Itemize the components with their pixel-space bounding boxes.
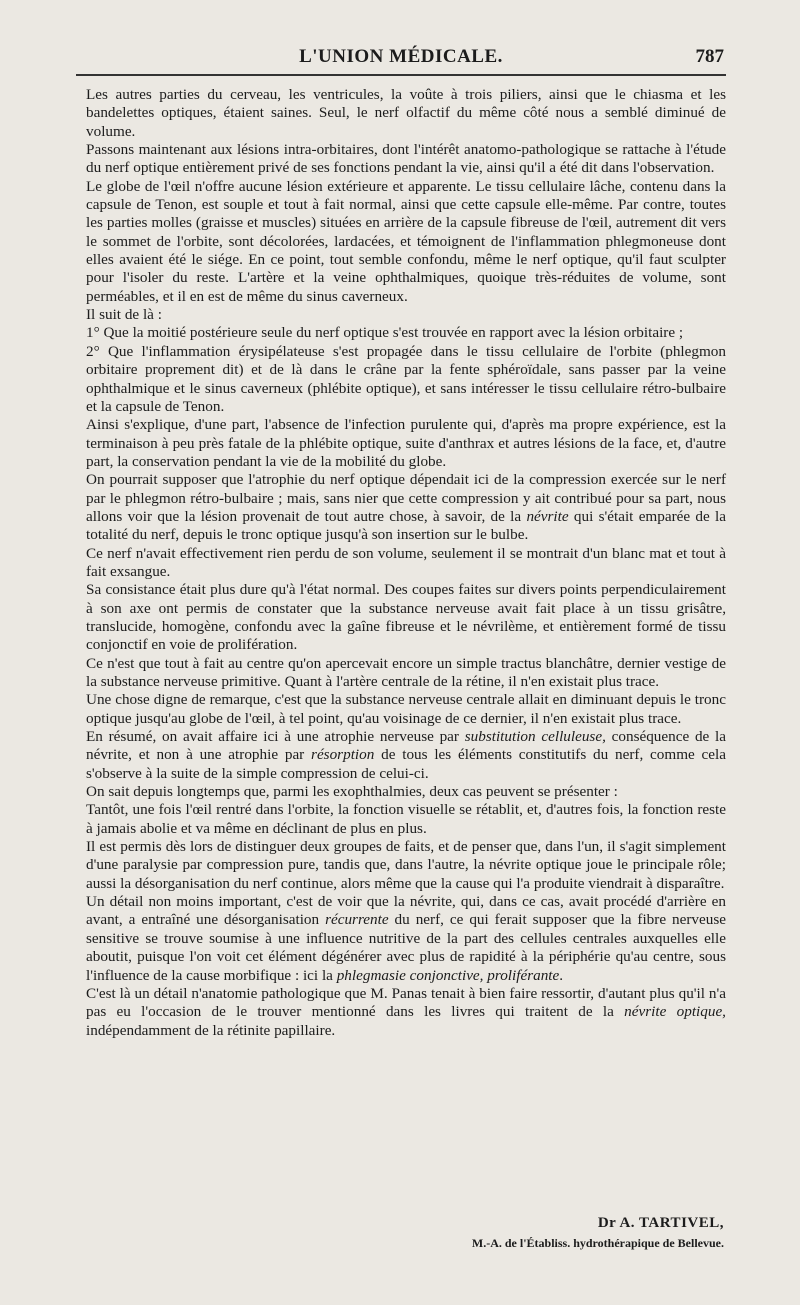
page-header (76, 42, 726, 72)
paragraph-text: . (559, 966, 564, 984)
paragraph-text: On sait depuis longtemps que, parmi les exophthalmies, deux cas peuvent se présenter : (86, 783, 618, 801)
paragraph (86, 324, 726, 342)
italic-term: substitution celluleuse, (464, 728, 606, 746)
paragraph (86, 985, 726, 1040)
paragraph-text: Les autres parties du cerveau, les ventricules, la voûte à trois piliers, ainsi que le chiasma et les bandelettes optiques, étaient saines. Seul, le nerf olfactif du même côté nous a semblé diminué de volume. (86, 86, 726, 140)
italic-term: récurrente (325, 911, 389, 929)
signature (224, 1213, 724, 1253)
italic-term: résorption (311, 746, 375, 764)
paragraph-text: Le globe de l'œil n'offre aucune lésion extérieure et apparente. Le tissu cellulaire lâche, contenu dans la capsule de Tenon, est souple et tout à fait normal, ainsi que cette capsule elle-même. Par contre, toutes les parties molles (graisse et muscles) situées en arrière de la capsule fibreuse de l'œil, autrement dit vers le sommet de l'orbite, sont décolorées, lardacées, et témoignent de l'inflammation phlegmoneuse dont elles avaient été le siége. En ce point, tout semble confondu, même le nerf optique, qu'il faut sculpter pour l'isoler du reste. L'artère et la veine ophthalmiques, quoique très-réduites de volume, sont perméables, et il en est de même du sinus caverneux. (86, 177, 726, 305)
paragraph-text: Ainsi s'explique, d'une part, l'absence de l'infection purulente qui, d'après ma propre expérience, est la terminaison à peu près fatale de la phlébite optique, suite d'anthrax et autres lésions de la face, et, d'autre part, la conservation pendant la vie de la mobilité du globe. (86, 416, 726, 470)
paragraph-text: 2° Que l'inflammation érysipélateuse s'est propagée dans le tissu cellulaire de l'orbite (phlegmon orbitaire proprement dit) et de là dans le crâne par la fente sphéroïdale, sans passer par la veine ophthalmique et le sinus caverneux (phlébite optique), et sans intéresser le tissu cellulaire rétro-bulbaire et la capsule de Tenon. (86, 342, 726, 415)
paragraph-text: Un détail non moins important, c'est de voir que la névrite, qui, dans ce cas, avait procédé d'arrière en avant, a entraîné une désorganisation (86, 893, 726, 929)
paragraph-text: Sa consistance était plus dure qu'à l'état normal. Des coupes faites sur divers points perpendiculairement à son axe ont permis de constater que la substance nerveuse avait fait place à un tissu grisâtre, translucide, homogène, confondu avec la gaîne fibreuse et le névrilème, et entièrement formé de tissu conjonctif en voie de prolifération. (86, 581, 726, 654)
paragraph-text: Il est permis dès lors de distinguer deux groupes de faits, et de penser que, dans l'un, il s'agit simplement d'une paralysie par compression pure, tandis que, dans l'autre, la névrite optique joue le principale rôle; aussi la désorganisation du nerf continue, alors même que la cause qui l'a produite viendrait à disparaître. (86, 838, 726, 892)
paragraph-text: Il suit de là : (86, 306, 162, 324)
paragraph-text: On pourrait supposer que l'atrophie du nerf optique dépendait ici de la compression exercée sur le nerf par le phlegmon rétro-bulbaire ; mais, sans nier que cette compression y ait contribué pour sa part, nous allons voir que la lésion provenait de tout autre chose, à savoir, de la (86, 471, 726, 525)
paragraph-text: 1° Que la moitié postérieure seule du nerf optique s'est trouvée en rapport avec la lésion orbitaire ; (86, 324, 684, 342)
paragraph (86, 306, 726, 324)
paragraph (86, 141, 726, 178)
paragraph-text: du nerf, ce qui ferait supposer que la fibre nerveuse sensitive se trouve soumise à une influence nutritive de la part des cellules centrales auxquelles elle aboutit, puisque l'on voit cet élément dégénérer avec plus de rapidité à la périphérie qu'au centre, sous l'influence de la cause morbifique : ici la (86, 911, 726, 984)
paragraph-text: Ce nerf n'avait effectivement rien perdu de son volume, seulement il se montrait d'un blanc mat et tout à fait exsangue. (86, 544, 726, 580)
paragraph (86, 86, 726, 141)
paragraph (86, 801, 726, 838)
italic-term: névrite optique, (624, 1003, 726, 1021)
paragraph (86, 783, 726, 801)
paragraph-text: indépendamment de la rétinite papillaire. (86, 1021, 336, 1039)
italic-term: phlegmasie conjonctive, proliférante (336, 966, 560, 984)
paragraph-text: conséquence de la névrite, et non à une atrophie par (86, 728, 727, 764)
page-number: 787 (695, 46, 724, 67)
article-body (86, 86, 726, 1040)
paragraph-text: Passons maintenant aux lésions intra-orbitaires, dont l'intérêt anatomo-pathologique se rattache à l'étude du nerf optique entièrement privé de ses fonctions pendant la vie, ainsi qu'il a été dit dans l'observation. (86, 141, 726, 177)
italic-term: névrite (526, 507, 569, 525)
journal-title: L'UNION MÉDICALE. (299, 46, 503, 67)
paragraph (86, 655, 726, 692)
paragraph (86, 893, 726, 985)
paragraph (86, 728, 726, 783)
paragraph-text: Ce n'est que tout à fait au centre qu'on apercevait encore un simple tractus blanchâtre, dernier vestige de la substance nerveuse primitive. Quant à l'artère centrale de la rétine, il n'en existait plus trace. (86, 654, 726, 690)
paragraph (86, 471, 726, 544)
paragraph-text: de tous les éléments constitutifs du nerf, comme cela s'observe à la suite de la simple compression de celui-ci. (86, 746, 726, 782)
paragraph (86, 838, 726, 893)
paragraph-text: C'est là un détail n'anatomie pathologique que M. Panas tenait à bien faire ressortir, d'autant plus qu'il n'a pas eu l'occasion de le trouver mentionné dans les livres qui traitent de la (86, 984, 726, 1021)
paragraph (86, 178, 726, 306)
paragraph-text: En résumé, on avait affaire ici à une atrophie nerveuse par (86, 728, 465, 746)
paragraph (86, 545, 726, 582)
paragraph-text: Tantôt, une fois l'œil rentré dans l'orbite, la fonction visuelle se rétablit, et, d'autres fois, la fonction reste à jamais abolie et va même en déclinant de plus en plus. (86, 801, 726, 837)
paragraph-text: qui s'était emparée de la totalité du nerf, depuis le tronc optique jusqu'à son insertion sur le bulbe. (86, 507, 727, 544)
author-affiliation: M.-A. de l'Établiss. hydrothérapique de Bellevue. (471, 1236, 724, 1250)
paragraph-text: Une chose digne de remarque, c'est que la substance nerveuse centrale allait en diminuant depuis le tronc optique jusqu'au globe de l'œil, à tel point, qu'au voisinage de ce dernier, il n'en existait plus trace. (86, 691, 726, 727)
paragraph (86, 416, 726, 471)
paragraph (86, 581, 726, 654)
paragraph (86, 691, 726, 728)
author-name: Dr A. TARTIVEL, (597, 1215, 724, 1231)
header-rule (76, 74, 726, 76)
paragraph (86, 343, 726, 416)
